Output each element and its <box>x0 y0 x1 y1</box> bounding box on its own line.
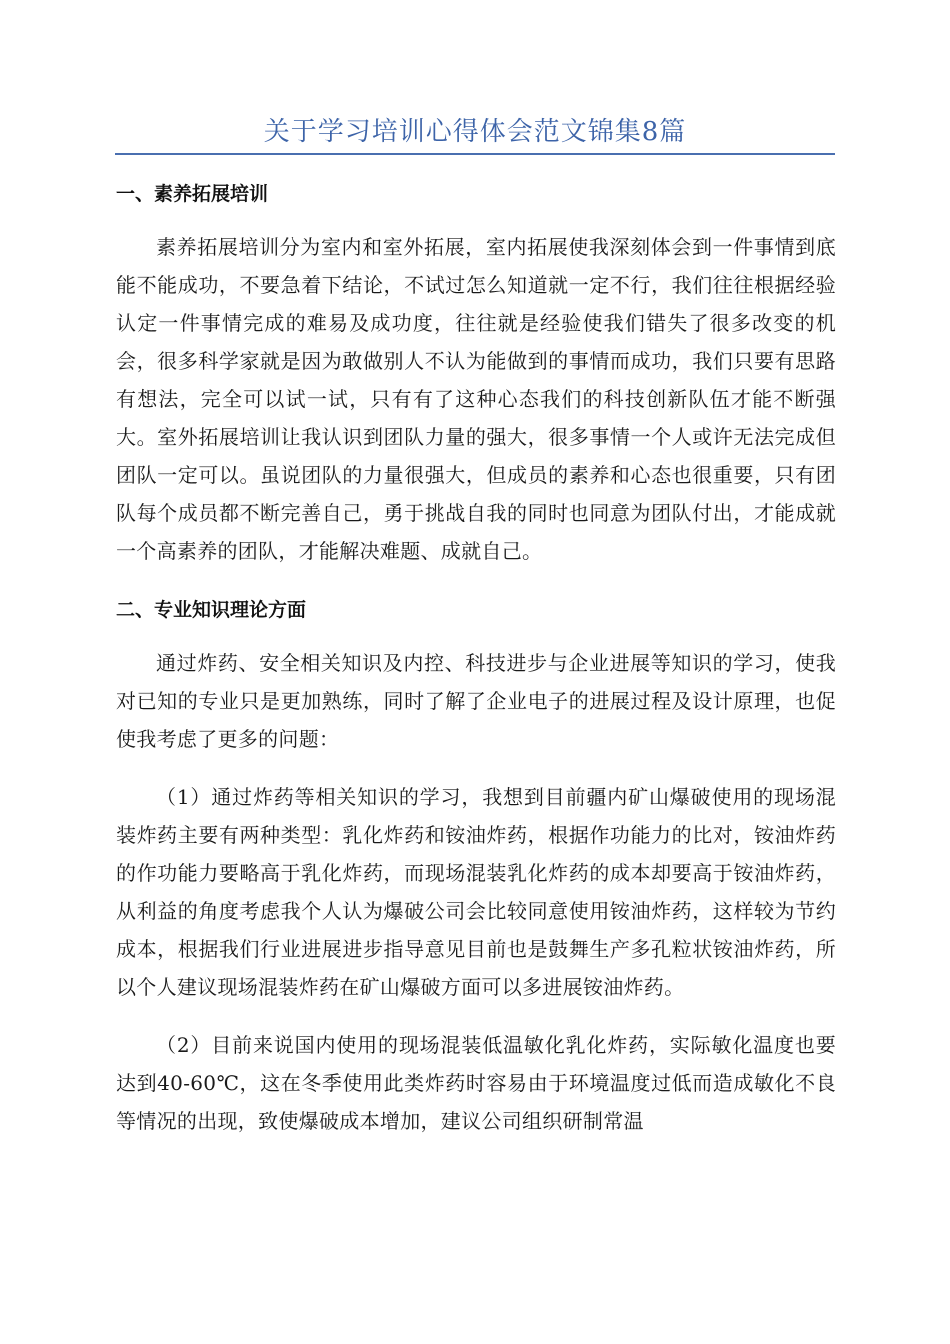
body-paragraph: 素养拓展培训分为室内和室外拓展，室内拓展使我深刻体会到一件事情到底能不能成功，不要急着下结论，不试过怎么知道就一定不行，我们往往根据经验认定一件事情完成的难易及成功度，往往就是经验使我们错失了很多改变的机会，很多科学家就是因为敢做别人不认为能做到的事情而成功，我们只要有思路有想法，完全可以试一试，只有有了这种心态我们的科技创新队伍才能不断强大。室外拓展培训让我认识到团队力量的强大，很多事情一个人或许无法完成但团队一定可以。虽说团队的力量很强大，但成员的素养和心态也很重要，只有团队每个成员都不断完善自己，勇于挑战自我的同时也同意为团队付出，才能成就一个高素养的团队，才能解决难题、成就自己。 <box>116 235 836 563</box>
document-title: 关于学习培训心得体会范文锦集8篇 <box>263 117 687 147</box>
body-paragraph: （2）目前来说国内使用的现场混装低温敏化乳化炸药，实际敏化温度也要达到40-60℃，这在冬季使用此类炸药时容易由于环境温度过低而造成敏化不良等情况的出现，致使爆破成本增加，建议公司组织研制常温 <box>116 1033 836 1133</box>
document-body <box>116 174 836 1160</box>
section-quality-training <box>116 174 836 570</box>
title-underline <box>115 153 835 155</box>
body-paragraph: 通过炸药、安全相关知识及内控、科技进步与企业进展等知识的学习，使我对已知的专业只是更加熟练，同时了解了企业电子的进展过程及设计原理，也促使我考虑了更多的问题： <box>116 651 836 751</box>
section-heading: 一、素养拓展培训 <box>116 183 269 205</box>
section-professional-knowledge <box>116 590 836 1140</box>
section-heading: 二、专业知识理论方面 <box>116 599 307 621</box>
body-paragraph: （1）通过炸药等相关知识的学习，我想到目前疆内矿山爆破使用的现场混装炸药主要有两种类型：乳化炸药和铵油炸药，根据作功能力的比对，铵油炸药的作功能力要略高于乳化炸药，而现场混装乳化炸药的成本却要高于铵油炸药，从利益的角度考虑我个人认为爆破公司会比较同意使用铵油炸药，这样较为节约成本，根据我们行业进展进步指导意见目前也是鼓舞生产多孔粒状铵油炸药，所以个人建议现场混装炸药在矿山爆破方面可以多进展铵油炸药。 <box>116 785 836 999</box>
